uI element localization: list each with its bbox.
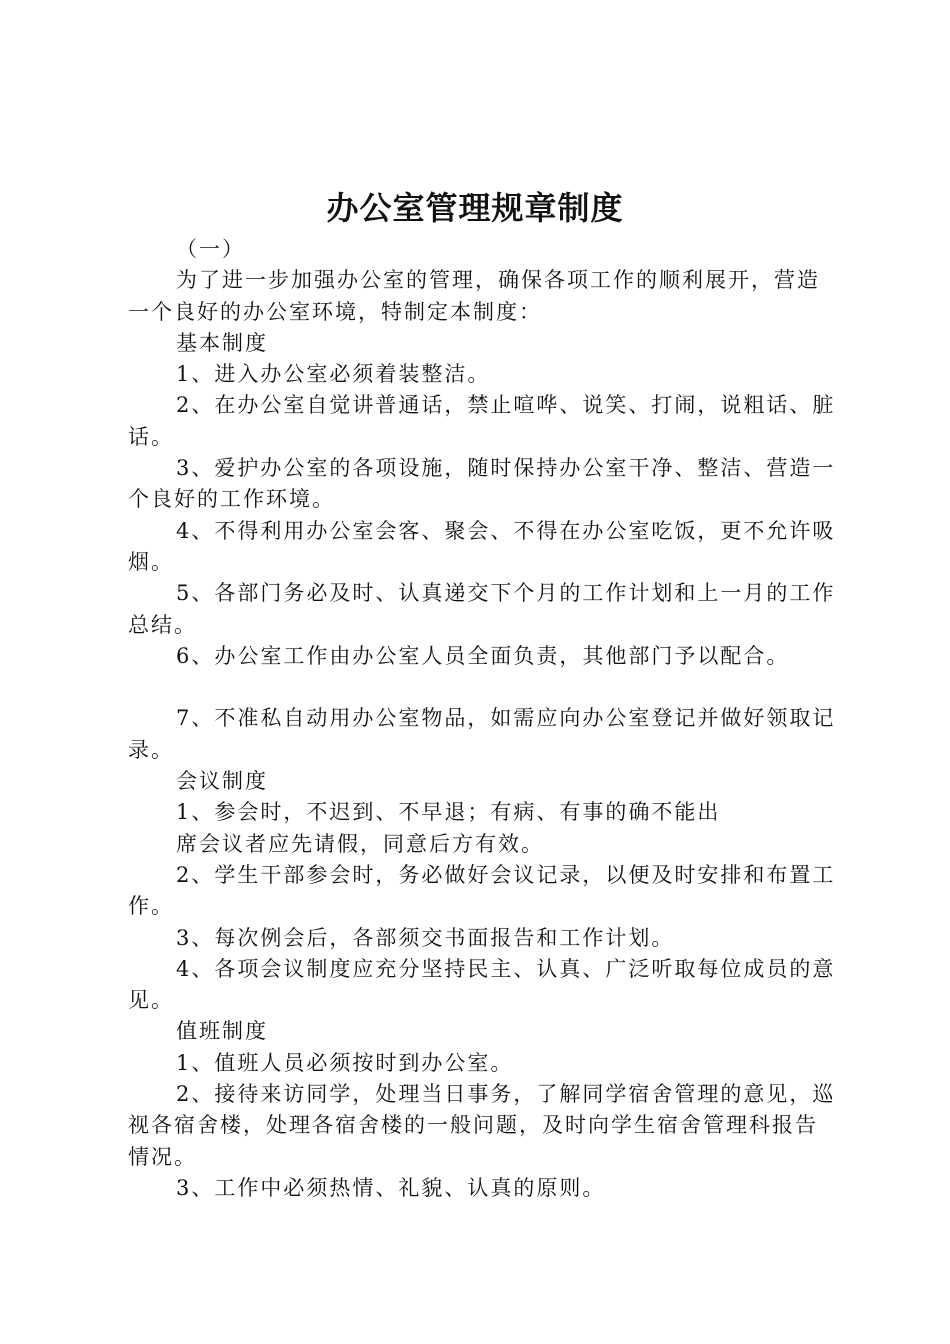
blank-line bbox=[128, 672, 840, 703]
meeting-rule-4: 4、各项会议制度应充分坚持民主、认真、广泛听取每位成员的意见。 bbox=[128, 956, 836, 1013]
meeting-rule-1: 1、参会时，不迟到、不早退；有病、有事的确不能出 bbox=[176, 800, 721, 825]
intro-paragraph: 为了进一步加强办公室的管理，确保各项工作的顺利展开，营造一个良好的办公室环境，特制定本制度： bbox=[128, 268, 820, 324]
duty-rule-2: 2、接待来访同学，处理当日事务，了解同学宿舍管理的意见，巡视各宿舍楼，处理各宿舍楼的一般问题，及时向学生宿舍管理科报告情况。 bbox=[128, 1082, 836, 1169]
duty-rule-3: 3、工作中必须热情、礼貌、认真的原则。 bbox=[176, 1175, 606, 1200]
section-heading-duty: 值班制度 bbox=[176, 1019, 268, 1044]
basic-rule-2: 2、在办公室自觉讲普通话，禁止喧哗、说笑、打闹，说粗话、脏话。 bbox=[128, 393, 836, 449]
basic-rule-7: 7、不准私自动用办公室物品，如需应向办公室登记并做好领取记录。 bbox=[128, 706, 836, 762]
document-body bbox=[128, 234, 840, 1204]
basic-rule-1: 1、进入办公室必须着装整洁。 bbox=[176, 362, 491, 387]
meeting-rule-1-cont: 席会议者应先请假，同意后方有效。 bbox=[176, 831, 544, 856]
basic-rule-6: 6、办公室工作由办公室人员全面负责，其他部门予以配合。 bbox=[176, 643, 790, 668]
basic-rule-5: 5、各部门务必及时、认真递交下个月的工作计划和上一月的工作总结。 bbox=[128, 581, 836, 637]
section-heading-basic: 基本制度 bbox=[176, 330, 268, 355]
section-heading-meeting: 会议制度 bbox=[176, 769, 268, 794]
document-title: 办公室管理规章制度 bbox=[326, 189, 624, 227]
section-number: （一） bbox=[176, 237, 245, 261]
meeting-rule-2: 2、学生干部参会时，务必做好会议记录，以便及时安排和布置工作。 bbox=[128, 862, 836, 919]
basic-rule-4: 4、不得利用办公室会客、聚会、不得在办公室吃饭，更不允许吸烟。 bbox=[128, 518, 836, 574]
meeting-rule-3: 3、每次例会后，各部须交书面报告和工作计划。 bbox=[176, 925, 675, 950]
basic-rule-3: 3、爱护办公室的各项设施，随时保持办公室干净、整洁、营造一个良好的工作环境。 bbox=[128, 456, 836, 512]
duty-rule-1: 1、值班人员必须按时到办公室。 bbox=[176, 1050, 514, 1075]
